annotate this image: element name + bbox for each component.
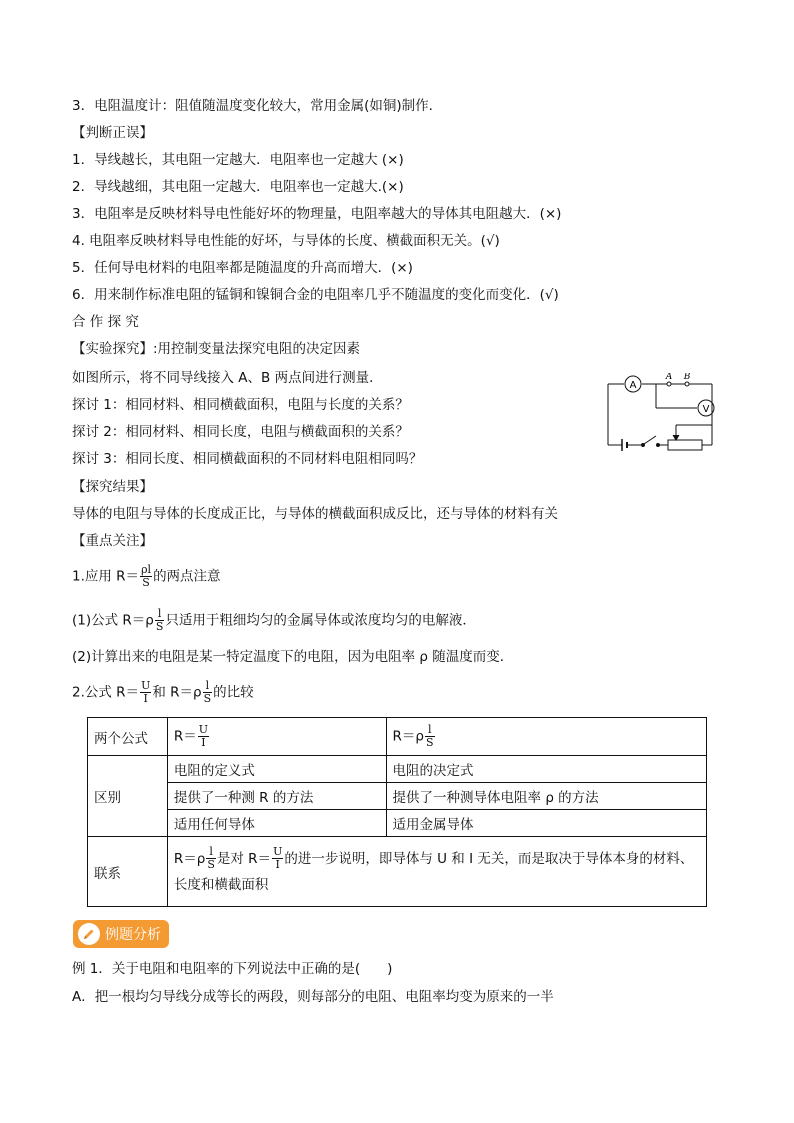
- focus-item-2-post: 的比较: [213, 684, 254, 701]
- focus-item-2: [72, 680, 254, 705]
- focus-item-1-post: 的两点注意: [153, 568, 221, 585]
- u-over-i-fraction: [272, 846, 283, 871]
- focus-point-1: [72, 608, 476, 633]
- intro-paragraph: 3．电阻温度计：阻值随温度变化较大，常用金属(如铜)制作．: [72, 98, 443, 114]
- experiment-intro: 如图所示，将不同导线接入 A、B 两点间进行测量．: [72, 370, 383, 386]
- focus-point-2: (2)计算出来的电阻是某一特定温度下的电阻，因为电阻率 ρ 随温度而变．: [72, 649, 514, 665]
- point-b-label: B: [683, 373, 691, 382]
- experiment-question: 探讨 1：相同材料、相同横截面积，电阻与长度的关系？: [72, 397, 409, 413]
- result-heading: 【探究结果】: [72, 479, 153, 495]
- formulas-label: 两个公式: [88, 718, 168, 756]
- focus-point-1-post: 只适用于粗细均匀的金属导体或浓度均匀的电解液．: [165, 612, 476, 629]
- l-over-s-fraction: [425, 724, 435, 749]
- table-cell: 提供了一种测导体电阻率 ρ 的方法: [386, 783, 706, 810]
- table-row: [88, 756, 707, 783]
- table-cell: 提供了一种测 R 的方法: [167, 783, 386, 810]
- fraction-numerator: U: [141, 679, 151, 692]
- point-a-label: A: [665, 373, 673, 382]
- focus-item-2-pre: 2.公式 R＝: [72, 684, 140, 701]
- judge-item: 3．电阻率是反映材料导电性能好坏的物理量，电阻率越大的导体其电阻越大．(×): [72, 206, 562, 222]
- ammeter-label: A: [629, 380, 637, 391]
- fraction-numerator: l: [203, 680, 213, 693]
- experiment-heading: 【实验探究】:用控制变量法探究电阻的决定因素: [72, 341, 361, 357]
- circuit-diagram: [606, 373, 716, 455]
- formula-pre: R＝ρ: [392, 728, 424, 745]
- table-row: [88, 810, 707, 837]
- relation-label: 联系: [88, 837, 168, 907]
- focus-item-2-mid: 和 R＝ρ: [152, 684, 202, 701]
- rho-l-over-s-fraction: [140, 564, 152, 589]
- comparison-table: [87, 717, 707, 907]
- voltmeter-label: V: [702, 404, 710, 415]
- judge-item: 2．导线越细，其电阻一定越大．电阻率也一定越大.(×): [72, 179, 404, 195]
- example-analysis-badge: [73, 920, 169, 948]
- judge-item: 1．导线越长，其电阻一定越大．电阻率也一定越大 (×): [72, 152, 404, 168]
- coop-heading: 合 作 探 究: [72, 314, 139, 330]
- fraction-denominator: I: [275, 858, 280, 871]
- relation-line-2: 长度和横截面积: [173, 876, 269, 893]
- table-cell: 适用金属导体: [386, 810, 706, 837]
- l-over-s-fraction: [203, 680, 213, 705]
- relation-mid: 是对 R＝: [216, 850, 272, 867]
- table-cell: 电阻的定义式: [167, 756, 386, 783]
- fraction-numerator: U: [198, 723, 209, 736]
- result-text: 导体的电阻与导体的长度成正比，与导体的横截面积成反比，还与导体的材料有关: [72, 506, 558, 522]
- fraction-denominator: S: [207, 858, 215, 871]
- table-cell: 适用任何导体: [167, 810, 386, 837]
- example-question: 例 1．关于电阻和电阻率的下列说法中正确的是( ): [72, 961, 393, 977]
- experiment-question: 探讨 2：相同材料、相同长度，电阻与横截面积的关系？: [72, 424, 409, 440]
- l-over-s-fraction: [206, 846, 216, 871]
- badge-label: 例题分析: [105, 927, 161, 943]
- fraction-denominator: S: [155, 620, 164, 633]
- focus-heading: 【重点关注】: [72, 533, 153, 549]
- l-over-s-fraction: [155, 608, 165, 633]
- focus-point-1-pre: (1)公式 R＝ρ: [72, 612, 154, 629]
- fraction-numerator: U: [273, 845, 283, 858]
- formula-pre: R＝: [173, 728, 197, 745]
- u-over-i-fraction: [140, 680, 151, 705]
- fraction-numerator: l: [206, 846, 216, 859]
- table-cell: 电阻的决定式: [386, 756, 706, 783]
- judge-item: 5．任何导电材料的电阻率都是随温度的升高而增大．(×): [72, 260, 413, 276]
- judge-heading: 【判断正误】: [72, 125, 153, 141]
- pencil-icon: [78, 923, 100, 945]
- focus-item-1-pre: 1.应用 R＝: [72, 568, 140, 585]
- relation-text: [167, 837, 706, 907]
- experiment-question: 探讨 3：相同长度、相同横截面积的不同材料电阻相同吗？: [72, 451, 423, 467]
- focus-item-1: [72, 564, 221, 589]
- table-row: [88, 718, 707, 756]
- fraction-denominator: S: [142, 576, 150, 589]
- formula-definition: [167, 718, 386, 756]
- relation-post: 的进一步说明，即导体与 U 和 I 无关，而是取决于导体本身的材料、: [284, 850, 694, 867]
- fraction-denominator: I: [143, 692, 148, 705]
- judge-item: 4. 电阻率反映材料导电性能的好坏，与导体的长度、横截面积无关。(√): [72, 233, 500, 249]
- judge-item: 6．用来制作标准电阻的锰铜和镍铜合金的电阻率几乎不随温度的变化而变化．(√): [72, 287, 559, 303]
- u-over-i-fraction: [198, 724, 209, 749]
- formula-determination: [386, 718, 706, 756]
- example-option-a: A．把一根均匀导线分成等长的两段，则每部分的电阻、电阻率均变为原来的一半: [72, 989, 554, 1005]
- fraction-numerator: l: [425, 724, 435, 737]
- fraction-numerator: l: [155, 608, 165, 621]
- fraction-denominator: I: [201, 736, 206, 749]
- relation-pre: R＝ρ: [173, 850, 206, 867]
- table-row: [88, 783, 707, 810]
- difference-label: 区别: [88, 756, 168, 837]
- fraction-denominator: S: [425, 736, 434, 749]
- fraction-numerator: ρl: [141, 563, 152, 576]
- fraction-denominator: S: [203, 692, 212, 705]
- table-row: [88, 837, 707, 907]
